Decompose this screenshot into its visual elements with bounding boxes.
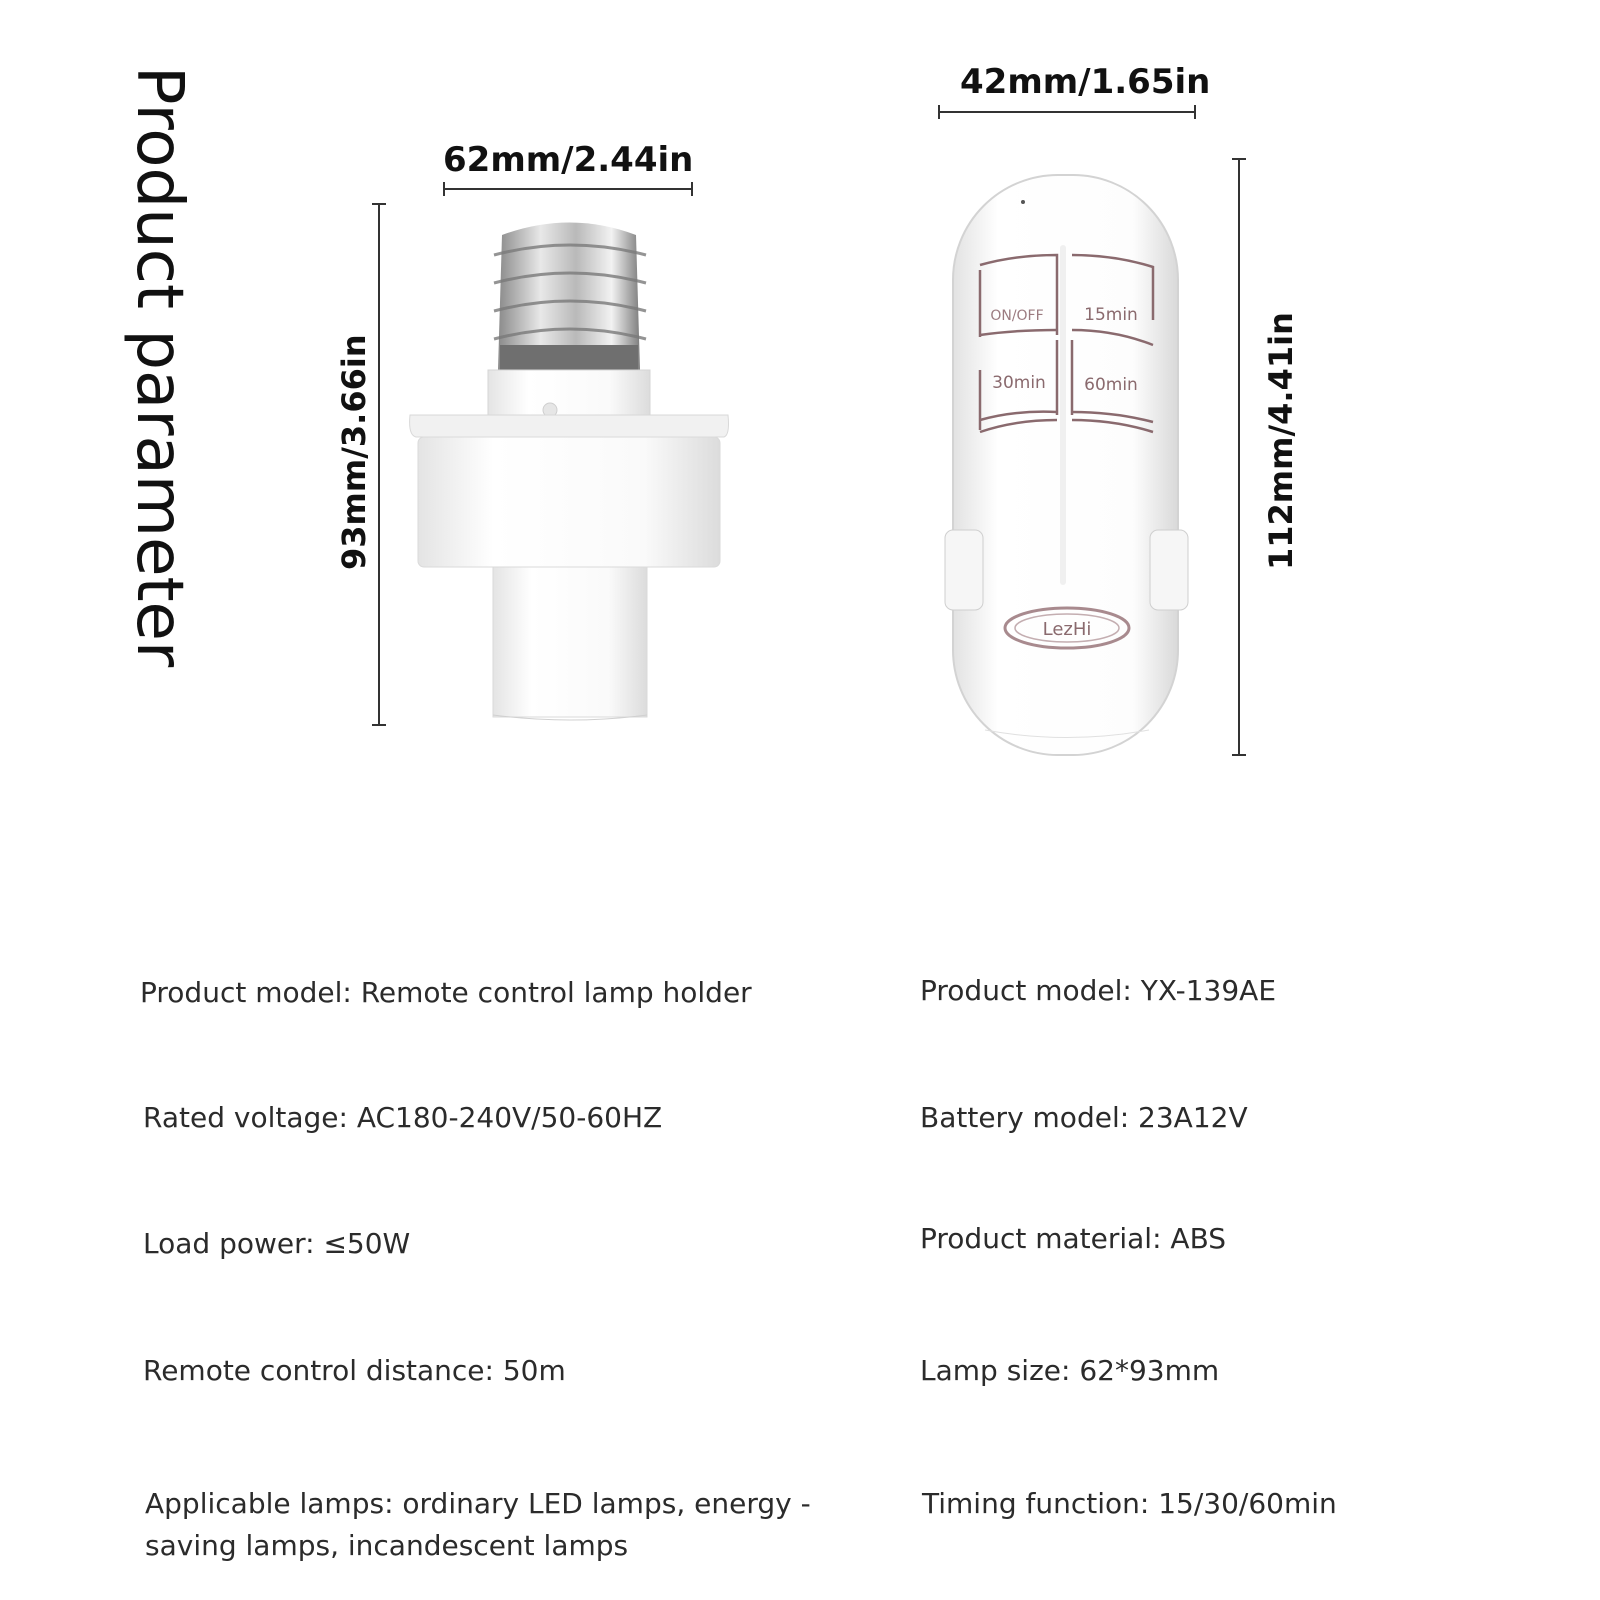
spec-right-4: Lamp size: 62*93mm — [920, 1354, 1220, 1387]
spec-left-4: Remote control distance: 50m — [143, 1354, 566, 1387]
remote-width-label: 42mm/1.65in — [960, 62, 1211, 102]
holder-height-label: 93mm/3.66in — [335, 334, 373, 570]
spec-left-2: Rated voltage: AC180-240V/50-60HZ — [143, 1101, 663, 1134]
spec-right-2: Battery model: 23A12V — [920, 1101, 1248, 1134]
timer-60-button-label: 60min — [1084, 375, 1138, 395]
remote-height-label: 112mm/4.41in — [1262, 312, 1300, 570]
spec-left-5: Applicable lamps: ordinary LED lamps, energy -saving lamps, incandescent lamps — [145, 1487, 811, 1562]
holder-width-label: 62mm/2.44in — [443, 140, 694, 180]
holder-height-line — [378, 203, 380, 726]
lamp-holder-image — [390, 205, 750, 745]
holder-width-line — [443, 188, 693, 190]
spec-right-5: Timing function: 15/30/60min — [922, 1487, 1337, 1520]
remote-height-line — [1238, 158, 1240, 756]
brand-logo: LezHi — [1042, 619, 1092, 640]
page-title-text: Product parameter — [122, 66, 196, 668]
spec-left-1: Product model: Remote control lamp holder — [140, 976, 752, 1009]
remote-control-image — [935, 170, 1200, 770]
spec-right-1: Product model: YX-139AE — [920, 974, 1277, 1007]
timer-15-button-label: 15min — [1084, 305, 1138, 325]
spec-left-3: Load power: ≤50W — [143, 1227, 411, 1260]
on-off-button-label: ON/OFF — [990, 308, 1044, 324]
page-title — [122, 66, 196, 726]
timer-30-button-label: 30min — [992, 373, 1046, 393]
remote-width-line — [938, 111, 1196, 113]
spec-right-3: Product material: ABS — [920, 1222, 1227, 1255]
